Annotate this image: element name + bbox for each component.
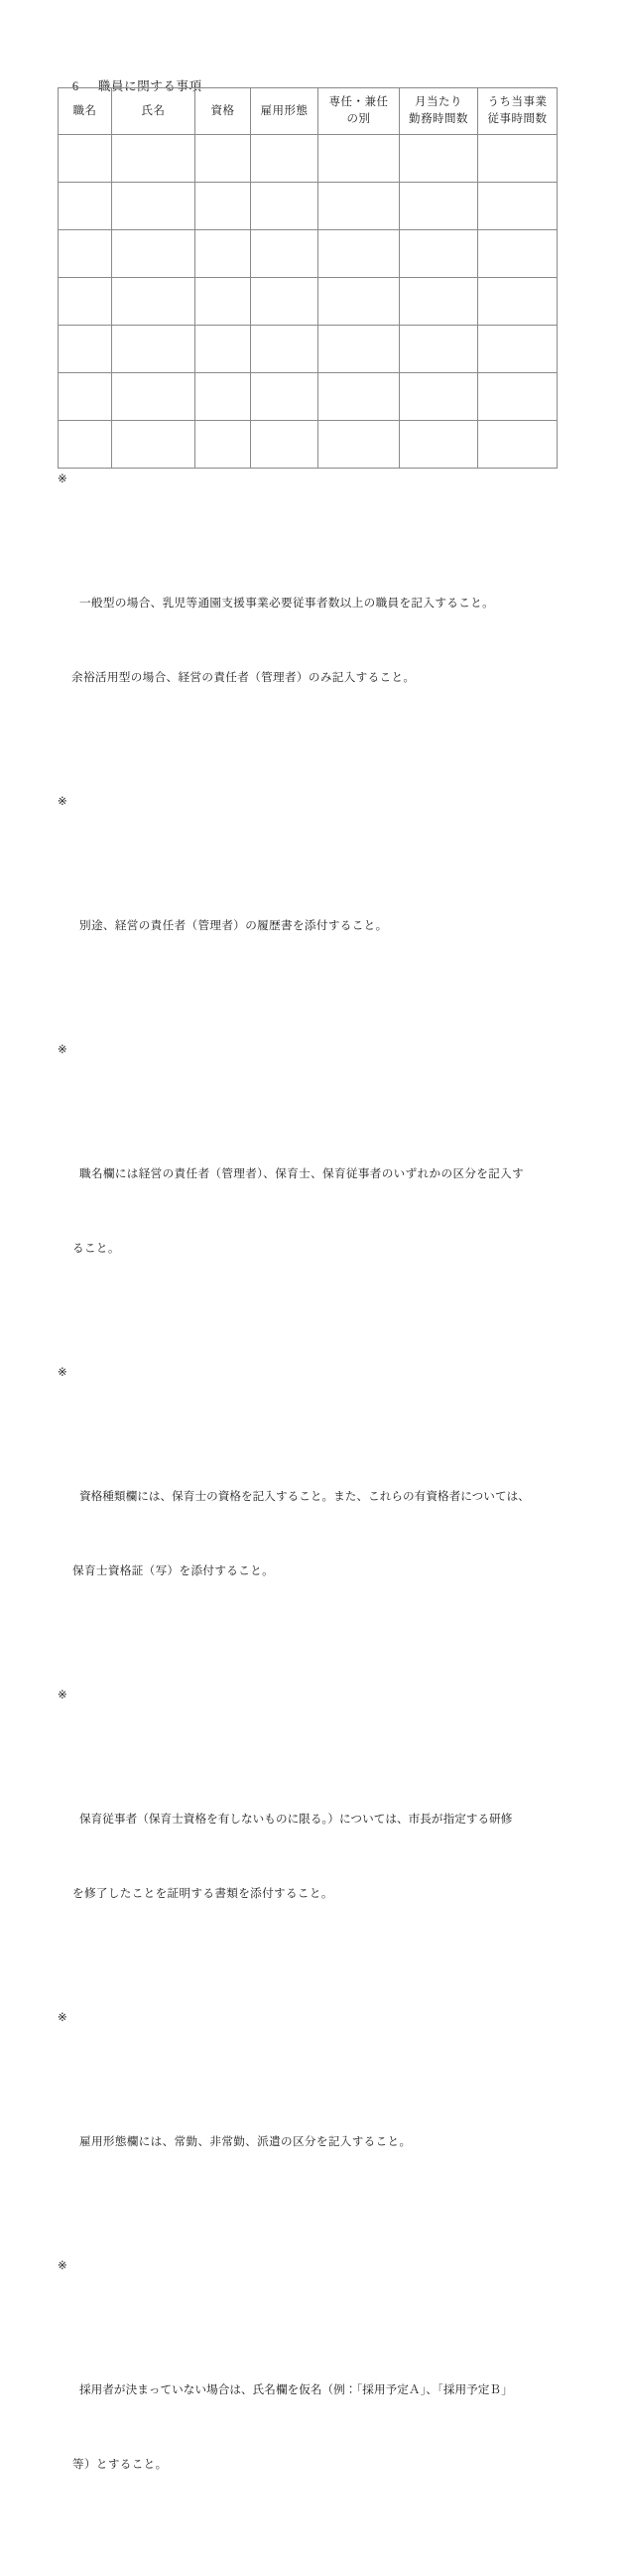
table-cell[interactable] <box>251 421 318 469</box>
table-cell[interactable] <box>478 373 558 421</box>
table-cell[interactable] <box>318 421 400 469</box>
note-qualification-column <box>58 1360 573 1683</box>
note-marker-icon: ※ <box>58 795 68 808</box>
note-line: ること。 <box>72 1242 120 1255</box>
column-header-fulltime-parttime <box>318 88 400 135</box>
table-row <box>59 326 558 373</box>
table-cell[interactable] <box>400 183 478 230</box>
table-cell[interactable] <box>318 326 400 373</box>
note-general-type <box>58 467 573 789</box>
note-line: 資格種類欄には、保育士の資格を記入すること。また、これらの有資格者については、 <box>79 1490 530 1503</box>
table-cell[interactable] <box>400 373 478 421</box>
column-header-project-hours <box>478 88 558 135</box>
table-cell[interactable] <box>400 421 478 469</box>
note-line: 保育従事者（保育士資格を有しないものに限る。）については、市長が指定する研修 <box>79 1813 513 1826</box>
table-row <box>59 230 558 278</box>
note-line: 職名欄には経営の責任者（管理者）、保育士、保育従事者のいずれかの区分を記入す <box>79 1167 525 1180</box>
note-marker-icon: ※ <box>58 1689 68 1701</box>
table-cell[interactable] <box>251 326 318 373</box>
table-cell[interactable] <box>251 230 318 278</box>
staff-table <box>58 87 558 469</box>
table-row <box>59 135 558 183</box>
table-cell[interactable] <box>318 278 400 326</box>
table-cell[interactable] <box>478 183 558 230</box>
note-body <box>71 541 573 740</box>
note-pseudonym <box>58 2253 573 2576</box>
column-header-line: 氏名 <box>141 104 166 117</box>
column-header-line: うち当事業 <box>487 96 548 108</box>
table-cell[interactable] <box>195 183 251 230</box>
note-resume <box>58 789 573 1037</box>
table-cell[interactable] <box>251 135 318 183</box>
section-number: 6 <box>71 79 79 93</box>
table-cell[interactable] <box>478 421 558 469</box>
table-cell[interactable] <box>195 135 251 183</box>
table-row <box>59 183 558 230</box>
table-cell[interactable] <box>59 421 112 469</box>
table-cell[interactable] <box>478 135 558 183</box>
table-cell[interactable] <box>318 135 400 183</box>
table-cell[interactable] <box>195 278 251 326</box>
table-cell[interactable] <box>59 326 112 373</box>
column-header-employment-type <box>251 88 318 135</box>
table-cell[interactable] <box>195 421 251 469</box>
table-cell[interactable] <box>195 326 251 373</box>
table-cell[interactable] <box>59 135 112 183</box>
table-cell[interactable] <box>195 230 251 278</box>
note-line: を修了したことを証明する書類を添付すること。 <box>72 1887 333 1900</box>
column-header-line: 従事時間数 <box>487 113 548 125</box>
note-body <box>72 1112 573 1310</box>
table-cell[interactable] <box>400 326 478 373</box>
column-header-line: 資格 <box>210 104 235 117</box>
table-cell[interactable] <box>112 278 195 326</box>
table-cell[interactable] <box>251 278 318 326</box>
note-marker-icon: ※ <box>58 1366 68 1379</box>
column-header-qualification <box>195 88 251 135</box>
table-cell[interactable] <box>400 230 478 278</box>
table-cell[interactable] <box>59 278 112 326</box>
note-line: 別途、経営の責任者（管理者）の履歴書を添付すること。 <box>79 919 388 932</box>
note-body <box>79 2080 573 2204</box>
table-cell[interactable] <box>59 230 112 278</box>
note-marker-icon: ※ <box>58 2259 68 2272</box>
table-cell[interactable] <box>318 183 400 230</box>
note-marker-icon: ※ <box>58 473 68 485</box>
note-line: 等）とすること。 <box>72 2458 168 2471</box>
notes-list <box>58 467 573 2576</box>
note-employment-type-column <box>58 2005 573 2253</box>
table-header-row <box>59 88 558 135</box>
note-line: 雇用形態欄には、常勤、非常勤、派遣の区分を記入すること。 <box>79 2135 412 2148</box>
table-cell[interactable] <box>59 183 112 230</box>
column-header-monthly-hours <box>400 88 478 135</box>
column-header-line: の別 <box>346 113 371 125</box>
column-header-line: 専任・兼任 <box>328 96 389 108</box>
table-cell[interactable] <box>400 135 478 183</box>
section-title-text: 職員に関する事項 <box>97 79 202 93</box>
table-cell[interactable] <box>112 183 195 230</box>
note-body <box>72 2328 573 2526</box>
table-row <box>59 278 558 326</box>
table-cell[interactable] <box>318 373 400 421</box>
note-job-title-column <box>58 1037 573 1360</box>
note-line: 採用者が決まっていない場合は、氏名欄を仮名（例：「採用予定Ａ」、「採用予定Ｂ」 <box>79 2383 513 2396</box>
table-cell[interactable] <box>478 278 558 326</box>
note-line: 保育士資格証（写）を添付すること。 <box>72 1564 275 1577</box>
table-cell[interactable] <box>112 421 195 469</box>
note-marker-icon: ※ <box>58 2011 68 2024</box>
column-header-line: 勤務時間数 <box>409 113 468 125</box>
note-body <box>72 1434 573 1633</box>
note-body <box>79 864 573 988</box>
table-cell[interactable] <box>112 135 195 183</box>
table-row <box>59 421 558 469</box>
column-header-line: 月当たり <box>415 96 462 108</box>
note-line: 一般型の場合、乳児等通園支援事業必要従事者数以上の職員を記入すること。 <box>79 597 495 610</box>
column-header-job-title <box>59 88 112 135</box>
table-cell[interactable] <box>112 230 195 278</box>
table-cell[interactable] <box>112 373 195 421</box>
column-header-name <box>112 88 195 135</box>
table-row <box>59 373 558 421</box>
note-marker-icon: ※ <box>58 1043 68 1056</box>
note-body <box>72 1757 573 1956</box>
table-cell[interactable] <box>478 326 558 373</box>
table-cell[interactable] <box>112 326 195 373</box>
table-cell[interactable] <box>251 183 318 230</box>
note-childcare-worker-training <box>58 1683 573 2005</box>
table-cell[interactable] <box>478 230 558 278</box>
table-cell[interactable] <box>318 230 400 278</box>
table-cell[interactable] <box>251 373 318 421</box>
table-cell[interactable] <box>195 373 251 421</box>
column-header-line: 職名 <box>72 104 97 117</box>
note-line: 余裕活用型の場合、経営の責任者（管理者）のみ記入すること。 <box>71 671 416 684</box>
table-cell[interactable] <box>59 373 112 421</box>
column-header-line: 雇用形態 <box>260 104 309 117</box>
table-cell[interactable] <box>400 278 478 326</box>
